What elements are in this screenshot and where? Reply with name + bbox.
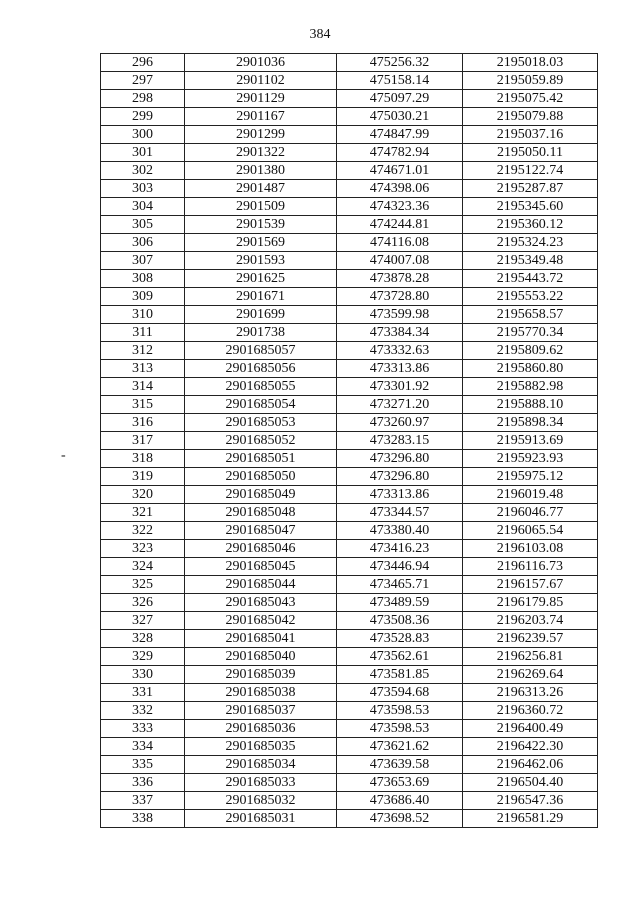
table-row — [101, 720, 598, 738]
stray-mark: - — [61, 448, 66, 463]
table-row — [101, 234, 598, 252]
x-coordinate-cell: 474244.81 — [337, 216, 463, 234]
row-number-cell: 298 — [101, 90, 185, 108]
point-id-cell: 2901685052 — [185, 432, 337, 450]
x-coordinate-cell: 473301.92 — [337, 378, 463, 396]
point-id-cell: 2901685031 — [185, 810, 337, 828]
y-coordinate-cell: 2195975.12 — [463, 468, 598, 486]
row-number-cell: 296 — [101, 54, 185, 72]
point-id-cell: 2901685050 — [185, 468, 337, 486]
point-id-cell: 2901685049 — [185, 486, 337, 504]
y-coordinate-cell: 2195287.87 — [463, 180, 598, 198]
row-number-cell: 320 — [101, 486, 185, 504]
point-id-cell: 2901685038 — [185, 684, 337, 702]
table-row — [101, 252, 598, 270]
y-coordinate-cell: 2195923.93 — [463, 450, 598, 468]
y-coordinate-cell: 2195882.98 — [463, 378, 598, 396]
table-row — [101, 468, 598, 486]
point-id-cell: 2901685036 — [185, 720, 337, 738]
x-coordinate-cell: 473528.83 — [337, 630, 463, 648]
table-row — [101, 540, 598, 558]
x-coordinate-cell: 473446.94 — [337, 558, 463, 576]
row-number-cell: 338 — [101, 810, 185, 828]
point-id-cell: 2901685033 — [185, 774, 337, 792]
row-number-cell: 317 — [101, 432, 185, 450]
row-number-cell: 300 — [101, 126, 185, 144]
table-row — [101, 648, 598, 666]
x-coordinate-cell: 473416.23 — [337, 540, 463, 558]
y-coordinate-cell: 2195443.72 — [463, 270, 598, 288]
table-row — [101, 450, 598, 468]
table-row — [101, 504, 598, 522]
x-coordinate-cell: 473686.40 — [337, 792, 463, 810]
y-coordinate-cell: 2195122.74 — [463, 162, 598, 180]
point-id-cell: 2901685034 — [185, 756, 337, 774]
row-number-cell: 304 — [101, 198, 185, 216]
row-number-cell: 312 — [101, 342, 185, 360]
x-coordinate-cell: 473260.97 — [337, 414, 463, 432]
row-number-cell: 335 — [101, 756, 185, 774]
x-coordinate-cell: 474847.99 — [337, 126, 463, 144]
row-number-cell: 316 — [101, 414, 185, 432]
table-row — [101, 144, 598, 162]
x-coordinate-cell: 474671.01 — [337, 162, 463, 180]
y-coordinate-cell: 2195050.11 — [463, 144, 598, 162]
row-number-cell: 313 — [101, 360, 185, 378]
row-number-cell: 305 — [101, 216, 185, 234]
x-coordinate-cell: 473313.86 — [337, 486, 463, 504]
point-id-cell: 2901738 — [185, 324, 337, 342]
table-row — [101, 630, 598, 648]
y-coordinate-cell: 2196116.73 — [463, 558, 598, 576]
row-number-cell: 306 — [101, 234, 185, 252]
x-coordinate-cell: 473271.20 — [337, 396, 463, 414]
y-coordinate-cell: 2196239.57 — [463, 630, 598, 648]
x-coordinate-cell: 473639.58 — [337, 756, 463, 774]
point-id-cell: 2901699 — [185, 306, 337, 324]
x-coordinate-cell: 473508.36 — [337, 612, 463, 630]
y-coordinate-cell: 2195075.42 — [463, 90, 598, 108]
x-coordinate-cell: 473878.28 — [337, 270, 463, 288]
table-row — [101, 180, 598, 198]
table-row — [101, 792, 598, 810]
y-coordinate-cell: 2195809.62 — [463, 342, 598, 360]
y-coordinate-cell: 2196256.81 — [463, 648, 598, 666]
table-row — [101, 414, 598, 432]
table-row — [101, 774, 598, 792]
y-coordinate-cell: 2196269.64 — [463, 666, 598, 684]
row-number-cell: 322 — [101, 522, 185, 540]
table-row — [101, 432, 598, 450]
x-coordinate-cell: 473698.52 — [337, 810, 463, 828]
x-coordinate-cell: 475256.32 — [337, 54, 463, 72]
point-id-cell: 2901685054 — [185, 396, 337, 414]
table-row — [101, 738, 598, 756]
table-row — [101, 54, 598, 72]
point-id-cell: 2901129 — [185, 90, 337, 108]
x-coordinate-cell: 475030.21 — [337, 108, 463, 126]
y-coordinate-cell: 2195888.10 — [463, 396, 598, 414]
table-row — [101, 108, 598, 126]
point-id-cell: 2901593 — [185, 252, 337, 270]
point-id-cell: 2901380 — [185, 162, 337, 180]
point-id-cell: 2901685039 — [185, 666, 337, 684]
point-id-cell: 2901569 — [185, 234, 337, 252]
x-coordinate-cell: 474398.06 — [337, 180, 463, 198]
row-number-cell: 337 — [101, 792, 185, 810]
x-coordinate-cell: 473598.53 — [337, 720, 463, 738]
table-row — [101, 288, 598, 306]
x-coordinate-cell: 473344.57 — [337, 504, 463, 522]
point-id-cell: 2901685048 — [185, 504, 337, 522]
point-id-cell: 2901685032 — [185, 792, 337, 810]
table-row — [101, 126, 598, 144]
point-id-cell: 2901685051 — [185, 450, 337, 468]
row-number-cell: 301 — [101, 144, 185, 162]
coordinates-table — [100, 53, 598, 828]
x-coordinate-cell: 474007.08 — [337, 252, 463, 270]
table-row — [101, 72, 598, 90]
x-coordinate-cell: 473599.98 — [337, 306, 463, 324]
row-number-cell: 324 — [101, 558, 185, 576]
point-id-cell: 2901685040 — [185, 648, 337, 666]
point-id-cell: 2901487 — [185, 180, 337, 198]
point-id-cell: 2901685055 — [185, 378, 337, 396]
x-coordinate-cell: 473489.59 — [337, 594, 463, 612]
x-coordinate-cell: 473283.15 — [337, 432, 463, 450]
point-id-cell: 2901685057 — [185, 342, 337, 360]
row-number-cell: 303 — [101, 180, 185, 198]
y-coordinate-cell: 2195770.34 — [463, 324, 598, 342]
x-coordinate-cell: 473296.80 — [337, 450, 463, 468]
x-coordinate-cell: 473465.71 — [337, 576, 463, 594]
x-coordinate-cell: 473581.85 — [337, 666, 463, 684]
y-coordinate-cell: 2195658.57 — [463, 306, 598, 324]
table-row — [101, 684, 598, 702]
point-id-cell: 2901299 — [185, 126, 337, 144]
row-number-cell: 336 — [101, 774, 185, 792]
row-number-cell: 329 — [101, 648, 185, 666]
row-number-cell: 332 — [101, 702, 185, 720]
table-row — [101, 306, 598, 324]
y-coordinate-cell: 2196504.40 — [463, 774, 598, 792]
point-id-cell: 2901671 — [185, 288, 337, 306]
y-coordinate-cell: 2196400.49 — [463, 720, 598, 738]
table-row — [101, 162, 598, 180]
row-number-cell: 331 — [101, 684, 185, 702]
y-coordinate-cell: 2195898.34 — [463, 414, 598, 432]
table-row — [101, 270, 598, 288]
row-number-cell: 309 — [101, 288, 185, 306]
y-coordinate-cell: 2195913.69 — [463, 432, 598, 450]
table-row — [101, 576, 598, 594]
point-id-cell: 2901685043 — [185, 594, 337, 612]
y-coordinate-cell: 2195059.89 — [463, 72, 598, 90]
table-row — [101, 702, 598, 720]
x-coordinate-cell: 473594.68 — [337, 684, 463, 702]
y-coordinate-cell: 2196547.36 — [463, 792, 598, 810]
x-coordinate-cell: 473562.61 — [337, 648, 463, 666]
y-coordinate-cell: 2196103.08 — [463, 540, 598, 558]
table-row — [101, 396, 598, 414]
table-row — [101, 378, 598, 396]
row-number-cell: 325 — [101, 576, 185, 594]
table-row — [101, 810, 598, 828]
x-coordinate-cell: 474782.94 — [337, 144, 463, 162]
y-coordinate-cell: 2196203.74 — [463, 612, 598, 630]
row-number-cell: 315 — [101, 396, 185, 414]
row-number-cell: 321 — [101, 504, 185, 522]
row-number-cell: 334 — [101, 738, 185, 756]
x-coordinate-cell: 473653.69 — [337, 774, 463, 792]
point-id-cell: 2901685044 — [185, 576, 337, 594]
row-number-cell: 297 — [101, 72, 185, 90]
point-id-cell: 2901685041 — [185, 630, 337, 648]
point-id-cell: 2901322 — [185, 144, 337, 162]
point-id-cell: 2901167 — [185, 108, 337, 126]
y-coordinate-cell: 2195324.23 — [463, 234, 598, 252]
y-coordinate-cell: 2196157.67 — [463, 576, 598, 594]
y-coordinate-cell: 2196019.48 — [463, 486, 598, 504]
y-coordinate-cell: 2196360.72 — [463, 702, 598, 720]
point-id-cell: 2901685037 — [185, 702, 337, 720]
x-coordinate-cell: 474116.08 — [337, 234, 463, 252]
table-row — [101, 360, 598, 378]
row-number-cell: 314 — [101, 378, 185, 396]
y-coordinate-cell: 2196462.06 — [463, 756, 598, 774]
y-coordinate-cell: 2195860.80 — [463, 360, 598, 378]
row-number-cell: 333 — [101, 720, 185, 738]
x-coordinate-cell: 473380.40 — [337, 522, 463, 540]
row-number-cell: 330 — [101, 666, 185, 684]
row-number-cell: 308 — [101, 270, 185, 288]
x-coordinate-cell: 473728.80 — [337, 288, 463, 306]
point-id-cell: 2901685047 — [185, 522, 337, 540]
point-id-cell: 2901625 — [185, 270, 337, 288]
y-coordinate-cell: 2195079.88 — [463, 108, 598, 126]
row-number-cell: 311 — [101, 324, 185, 342]
table-row — [101, 324, 598, 342]
row-number-cell: 328 — [101, 630, 185, 648]
point-id-cell: 2901685042 — [185, 612, 337, 630]
row-number-cell: 327 — [101, 612, 185, 630]
x-coordinate-cell: 473332.63 — [337, 342, 463, 360]
x-coordinate-cell: 475097.29 — [337, 90, 463, 108]
y-coordinate-cell: 2195349.48 — [463, 252, 598, 270]
point-id-cell: 2901685056 — [185, 360, 337, 378]
x-coordinate-cell: 473598.53 — [337, 702, 463, 720]
y-coordinate-cell: 2196046.77 — [463, 504, 598, 522]
table-row — [101, 342, 598, 360]
table-row — [101, 522, 598, 540]
point-id-cell: 2901102 — [185, 72, 337, 90]
table-row — [101, 612, 598, 630]
point-id-cell: 2901036 — [185, 54, 337, 72]
row-number-cell: 310 — [101, 306, 185, 324]
x-coordinate-cell: 473313.86 — [337, 360, 463, 378]
x-coordinate-cell: 473621.62 — [337, 738, 463, 756]
x-coordinate-cell: 475158.14 — [337, 72, 463, 90]
row-number-cell: 323 — [101, 540, 185, 558]
y-coordinate-cell: 2196581.29 — [463, 810, 598, 828]
table-row — [101, 486, 598, 504]
y-coordinate-cell: 2195360.12 — [463, 216, 598, 234]
y-coordinate-cell: 2196065.54 — [463, 522, 598, 540]
coordinates-table-body — [101, 54, 598, 828]
x-coordinate-cell: 473296.80 — [337, 468, 463, 486]
point-id-cell: 2901685053 — [185, 414, 337, 432]
table-row — [101, 216, 598, 234]
table-row — [101, 666, 598, 684]
x-coordinate-cell: 473384.34 — [337, 324, 463, 342]
page-number: 384 — [309, 27, 331, 42]
row-number-cell: 326 — [101, 594, 185, 612]
point-id-cell: 2901685046 — [185, 540, 337, 558]
point-id-cell: 2901509 — [185, 198, 337, 216]
row-number-cell: 307 — [101, 252, 185, 270]
point-id-cell: 2901685045 — [185, 558, 337, 576]
table-row — [101, 594, 598, 612]
y-coordinate-cell: 2195345.60 — [463, 198, 598, 216]
x-coordinate-cell: 474323.36 — [337, 198, 463, 216]
y-coordinate-cell: 2196422.30 — [463, 738, 598, 756]
y-coordinate-cell: 2195037.16 — [463, 126, 598, 144]
row-number-cell: 299 — [101, 108, 185, 126]
point-id-cell: 2901539 — [185, 216, 337, 234]
table-row — [101, 198, 598, 216]
point-id-cell: 2901685035 — [185, 738, 337, 756]
row-number-cell: 318 — [101, 450, 185, 468]
y-coordinate-cell: 2195553.22 — [463, 288, 598, 306]
row-number-cell: 302 — [101, 162, 185, 180]
y-coordinate-cell: 2195018.03 — [463, 54, 598, 72]
table-row — [101, 756, 598, 774]
y-coordinate-cell: 2196179.85 — [463, 594, 598, 612]
y-coordinate-cell: 2196313.26 — [463, 684, 598, 702]
table-row — [101, 90, 598, 108]
row-number-cell: 319 — [101, 468, 185, 486]
table-row — [101, 558, 598, 576]
